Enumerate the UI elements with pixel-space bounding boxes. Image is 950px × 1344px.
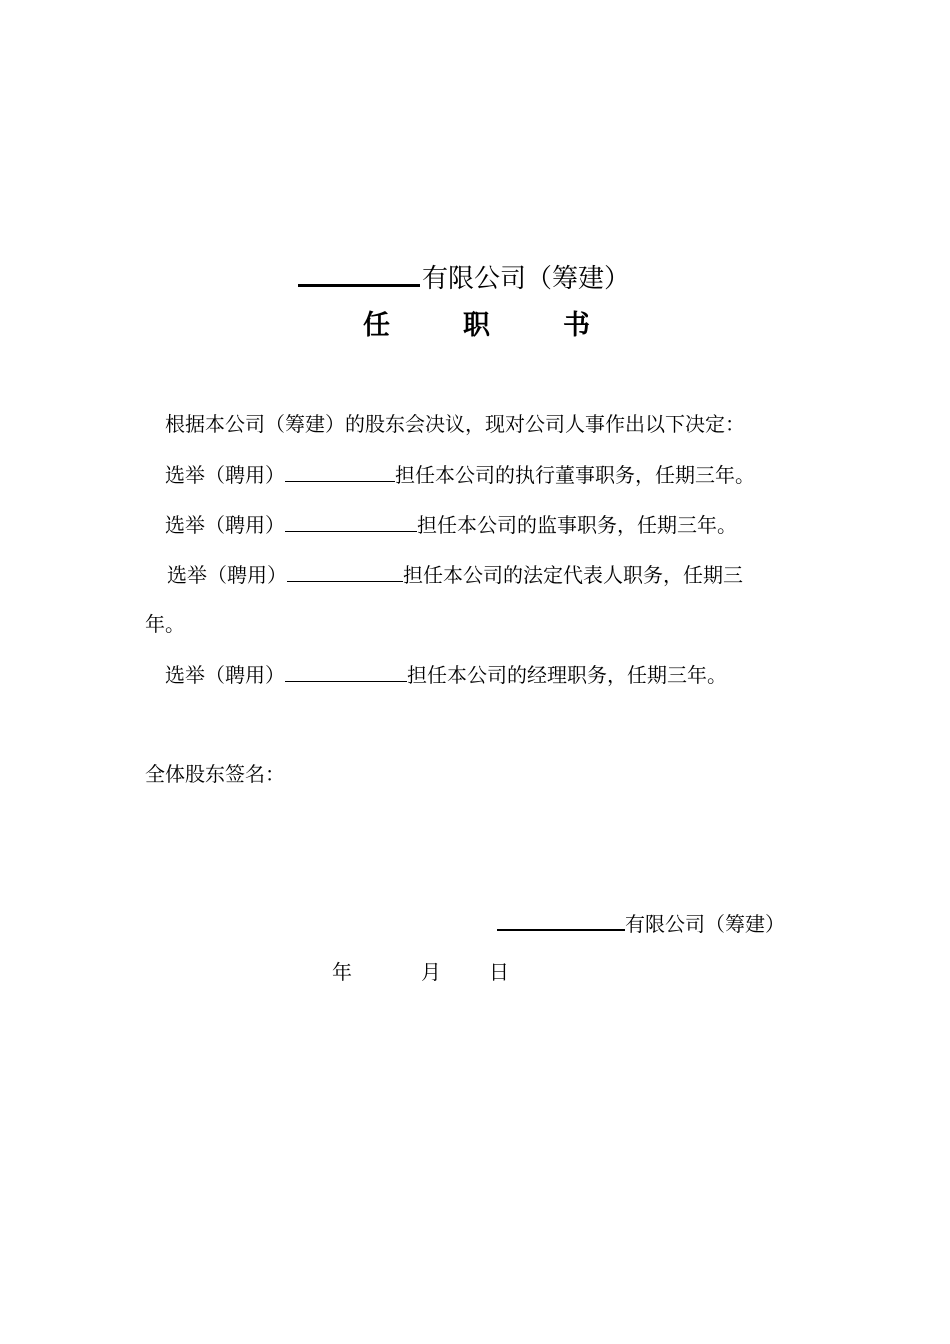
footer-company	[497, 907, 785, 939]
appointment-prefix: 选举（聘用）	[165, 463, 285, 487]
doc-title-char-2: 职	[463, 310, 490, 341]
appointment-item-supervisor	[165, 509, 737, 540]
name-blank	[285, 459, 395, 482]
signature-label: 全体股东签名：	[145, 762, 285, 786]
footer-company-suffix: 有限公司（筹建）	[625, 912, 785, 936]
appointment-item-legal-rep	[167, 559, 743, 590]
appointment-item-director	[165, 459, 755, 490]
intro-paragraph: 根据本公司（筹建）的股东会决议，现对公司人事作出以下决定：	[165, 412, 745, 436]
company-name-blank	[298, 258, 420, 287]
doc-title-char-3: 书	[563, 310, 590, 341]
appointment-prefix: 选举（聘用）	[167, 563, 287, 587]
appointment-item-legal-rep-continuation: 年。	[145, 612, 185, 636]
appointment-prefix: 选举（聘用）	[165, 663, 285, 687]
doc-title-char-1: 任	[363, 310, 390, 341]
company-title	[298, 258, 630, 296]
date-year-label: 年	[332, 960, 352, 984]
appointment-suffix: 担任本公司的法定代表人职务，任期三	[403, 563, 743, 587]
name-blank	[285, 509, 417, 532]
appointment-suffix: 担任本公司的经理职务，任期三年。	[407, 663, 727, 687]
appointment-item-manager	[165, 659, 727, 690]
date-day-label: 日	[489, 960, 509, 984]
company-title-suffix: 有限公司（筹建）	[422, 264, 631, 294]
appointment-suffix: 担任本公司的监事职务，任期三年。	[417, 513, 737, 537]
appointment-suffix: 担任本公司的执行董事职务，任期三年。	[395, 463, 755, 487]
appointment-prefix: 选举（聘用）	[165, 513, 285, 537]
date-month-label: 月	[421, 960, 441, 984]
name-blank	[285, 659, 407, 682]
footer-company-blank	[497, 907, 625, 931]
name-blank	[287, 559, 403, 582]
